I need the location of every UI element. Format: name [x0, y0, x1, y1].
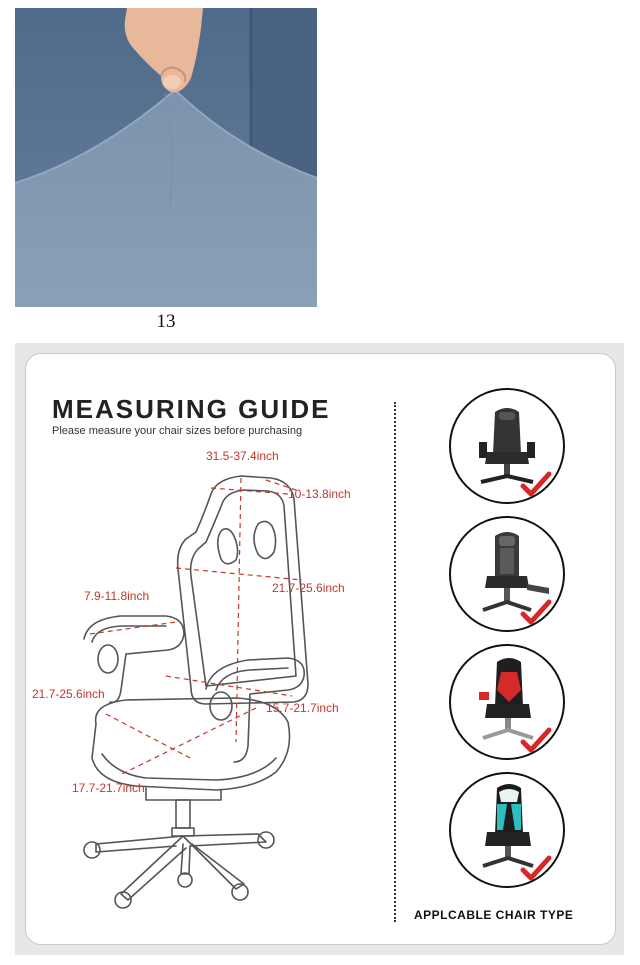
measuring-guide-subtitle: Please measure your chair sizes before purchasing	[52, 425, 303, 437]
measuring-guide-card	[25, 353, 616, 945]
dimension-seat-diagonal: 17.7-21.7inch	[72, 781, 145, 795]
dimension-backrest-height: 21.7-25.6inch	[272, 581, 345, 595]
dimension-backrest-top-width: 31.5-37.4inch	[206, 449, 279, 463]
chair-type-1	[449, 388, 565, 504]
dimension-armrest-length: 7.9-11.8inch	[84, 589, 150, 603]
product-photo	[15, 8, 317, 307]
measuring-guide-title: MEASURING GUIDE	[52, 394, 331, 424]
dimension-headrest-height: 10-13.8inch	[288, 487, 351, 501]
measuring-guide-section	[15, 343, 624, 955]
check-mark-icon	[523, 730, 549, 750]
photo-caption: 13	[156, 311, 176, 332]
dotted-divider	[394, 402, 396, 922]
chair-type-4	[449, 772, 565, 888]
fabric-stretch-illustration	[15, 8, 317, 307]
dimension-seat-depth: 15.7-21.7inch	[266, 701, 339, 715]
applicable-chair-type-label: APPLCABLE CHAIR TYPE	[414, 908, 574, 922]
chair-outline	[84, 476, 308, 908]
check-mark-icon	[523, 858, 549, 878]
chair-type-3	[449, 644, 565, 760]
chair-type-2	[449, 516, 565, 632]
check-mark-icon	[523, 474, 549, 494]
dimension-seat-width: 21.7-25.6inch	[32, 687, 105, 701]
check-mark-icon	[523, 602, 549, 622]
